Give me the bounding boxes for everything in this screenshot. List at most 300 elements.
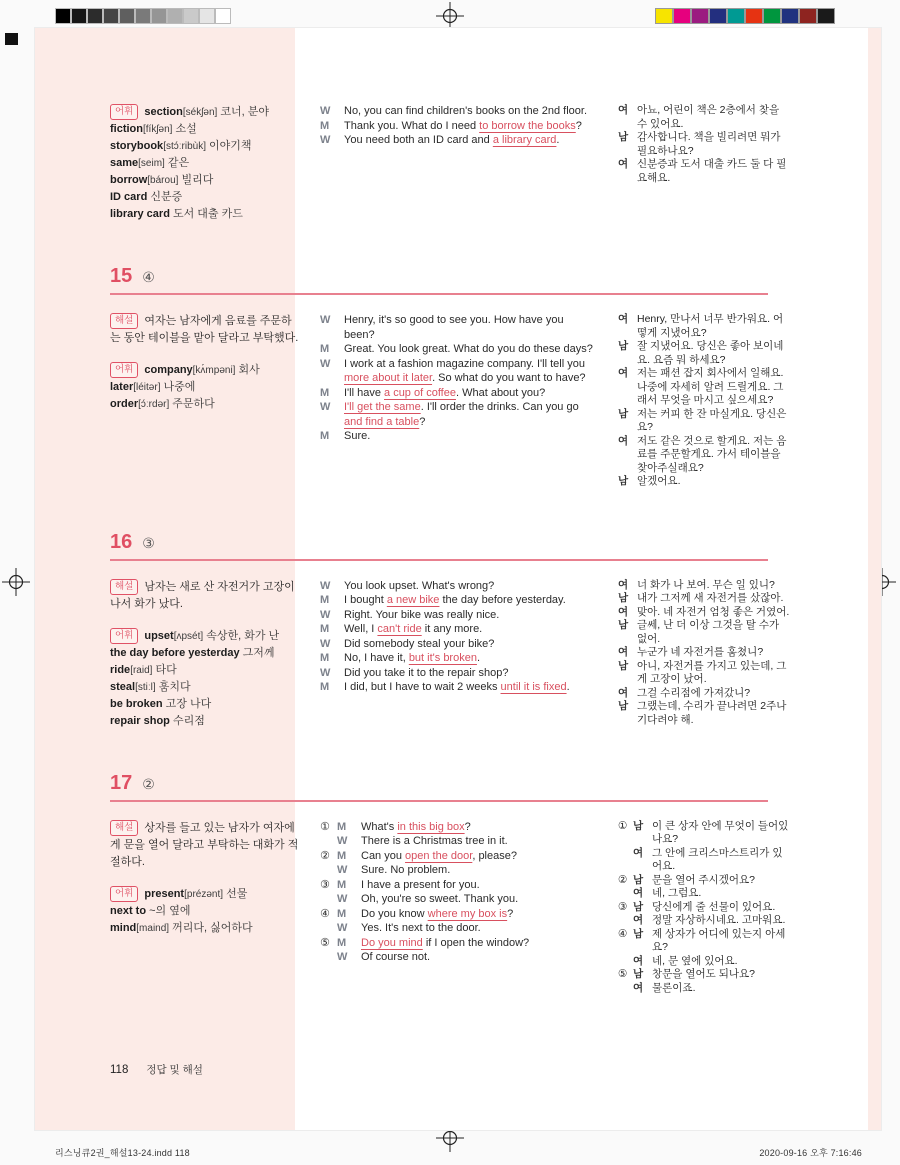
- text-segment: the day before yesterday.: [439, 594, 566, 606]
- translation-text: 이 큰 상자 안에 무엇이 들어있나요?: [652, 819, 789, 845]
- section-body: [110, 579, 815, 730]
- calibration-swatch: [199, 8, 215, 24]
- key-phrase: but it's broken: [408, 652, 477, 664]
- translation-line: [618, 579, 790, 593]
- section-rule: [110, 559, 768, 561]
- speaker-label: 남: [633, 900, 644, 913]
- speaker-label: 남: [633, 968, 644, 980]
- translation-line: [618, 914, 790, 928]
- speaker-label: 남: [633, 819, 644, 832]
- translation-text: 그랬는데, 수리가 끝나려면 2주나 기다려야 해.: [637, 700, 787, 726]
- speaker-label: 남: [618, 700, 629, 712]
- right-pink-strip: [868, 28, 881, 1130]
- text-segment: What's: [361, 820, 398, 833]
- vocab-meaning: 코너, 분야: [217, 106, 270, 118]
- text-segment: I did, but I have to wait 2 weeks: [344, 681, 501, 693]
- text-segment: ?: [575, 119, 582, 132]
- text-segment: Great. You look great. What do you do these days?: [344, 343, 593, 355]
- text-segment: . I'll order the drinks. Can you go: [420, 401, 579, 413]
- text-segment: I work at a fashion magazine company. I'll tell you: [344, 357, 585, 370]
- dialogue-line: [320, 622, 594, 637]
- text-segment: No, I have it,: [344, 652, 409, 664]
- left-column: [110, 579, 300, 730]
- option-number: [618, 955, 633, 969]
- speaker-label: W: [337, 922, 348, 934]
- calibration-swatch: [709, 8, 727, 24]
- speaker-label: W: [320, 134, 331, 146]
- vocab-entry: [110, 696, 300, 713]
- vocab-pronunciation: [maind]: [136, 922, 170, 934]
- text-segment: Yes. It's next to the door.: [361, 922, 481, 934]
- vocab-pronunciation: [kʌ́mpəni]: [192, 365, 236, 376]
- explanation: [110, 579, 300, 613]
- vocab-word: ride: [110, 663, 131, 676]
- speaker-label: 여: [618, 578, 629, 591]
- translation-line: [618, 606, 790, 620]
- explanation: [110, 820, 300, 871]
- explanation-text: 상자를 들고 있는 남자가 여자에게 문을 열어 달라고 부탁하는 대화가 적절하다.: [110, 821, 299, 868]
- key-phrase: a new bike: [386, 594, 440, 606]
- registration-mark-icon: [436, 2, 464, 30]
- text-segment: Henry, it's so good to see you. How have you been?: [344, 314, 564, 341]
- key-phrase: can't ride: [377, 623, 422, 635]
- dialogue-text: [361, 878, 594, 893]
- speaker-label: W: [337, 951, 348, 963]
- vocab-entry: [110, 104, 300, 121]
- speaker-label: M: [320, 343, 330, 355]
- dialogue-text: [361, 921, 594, 936]
- vocab-pronunciation: [prézənt]: [184, 888, 224, 900]
- dialogue-line: [320, 608, 594, 623]
- calibration-swatch: [655, 8, 673, 24]
- registration-mark-icon: [2, 568, 30, 596]
- color-calibration-bar: [655, 8, 835, 24]
- dialogue-text: [361, 820, 594, 835]
- vocab-word: borrow: [110, 174, 148, 186]
- vocab-list: [110, 886, 300, 937]
- translation-line: [618, 646, 790, 660]
- vocab-list: [110, 104, 300, 223]
- speaker-label: M: [337, 878, 347, 891]
- calibration-swatch: [55, 8, 71, 24]
- vocab-entry: [110, 920, 300, 937]
- left-column: [110, 104, 300, 223]
- calibration-swatch: [183, 8, 199, 24]
- calibration-swatch: [673, 8, 691, 24]
- translation-text: 감사합니다. 책을 빌리려면 뭐가 필요하나요?: [637, 131, 781, 157]
- calibration-swatch: [215, 8, 231, 24]
- answer-badge: ②: [142, 775, 155, 792]
- translation-line: [618, 435, 790, 476]
- speaker-label: W: [337, 893, 348, 905]
- vocab-meaning: 주문하다: [169, 398, 215, 410]
- explanation-tag: 해설: [110, 820, 138, 836]
- translation-text: 너 화가 나 보여. 무슨 일 있니?: [637, 578, 775, 591]
- speaker-label: 남: [633, 927, 644, 940]
- dialogue-column: [320, 104, 594, 223]
- speaker-label: 남: [633, 873, 644, 886]
- text-segment: Oh, you're so sweet. Thank you.: [361, 893, 519, 905]
- text-segment: Can you: [361, 849, 406, 862]
- vocab-meaning: ~의 옆에: [146, 904, 191, 917]
- vocab-word: order: [110, 398, 139, 410]
- calibration-swatch: [103, 8, 119, 24]
- vocab-pronunciation: [léitər]: [133, 382, 161, 393]
- dialogue-line: [320, 119, 594, 134]
- speaker-label: M: [320, 681, 330, 693]
- book-page: [35, 28, 881, 1130]
- translation-text: 문을 열어 주시겠어요?: [652, 873, 755, 886]
- dialogue-line: [320, 834, 594, 849]
- dialogue-text: [361, 907, 594, 922]
- key-phrase: more about it later: [344, 372, 433, 384]
- dialogue-text: [344, 313, 594, 342]
- translation-text: 아니, 자전거를 가지고 있는데, 그게 고장이 났어.: [637, 659, 787, 685]
- speaker-label: M: [337, 820, 347, 833]
- vocab-meaning: 수리점: [169, 714, 205, 727]
- section-heading: [110, 265, 815, 288]
- key-phrase: and find a table: [344, 415, 420, 428]
- text-segment: Thank you. What do I need: [344, 119, 480, 132]
- explanation-tag: 해설: [110, 579, 138, 595]
- text-segment: I have a present for you.: [361, 878, 480, 891]
- speaker-label: M: [320, 652, 330, 664]
- vocab-meaning: 꺼리다, 싫어하다: [169, 921, 253, 934]
- section: [110, 531, 815, 730]
- text-segment: You need both an ID card and: [344, 134, 493, 146]
- speaker-label: W: [320, 401, 331, 413]
- speaker-label: M: [320, 386, 330, 399]
- page-footer: [110, 1062, 203, 1077]
- speaker-label: W: [337, 864, 348, 876]
- calibration-swatch: [799, 8, 817, 24]
- section-body: [110, 104, 815, 223]
- vocab-pronunciation: [ʌpsét]: [173, 630, 204, 642]
- translation-text: 신분증과 도서 대출 카드 둘 다 필요해요.: [637, 158, 787, 184]
- section-heading: [110, 772, 815, 795]
- calibration-swatch: [763, 8, 781, 24]
- text-segment: ?: [507, 907, 514, 920]
- translation-line: [618, 619, 790, 646]
- dialogue-text: [344, 637, 594, 652]
- section-body: [110, 313, 815, 489]
- text-segment: .: [556, 134, 560, 146]
- page-footer-label: 정답 및 해설: [146, 1064, 203, 1076]
- section-body: [110, 820, 815, 996]
- option-number: [320, 892, 337, 907]
- vocab-pronunciation: [sékʃən]: [182, 107, 218, 118]
- vocab-word: library card: [110, 208, 170, 220]
- calibration-swatch: [71, 8, 87, 24]
- translation-line: [618, 968, 790, 982]
- speaker-label: 여: [618, 367, 629, 379]
- calibration-swatch: [745, 8, 763, 24]
- speaker-label: 여: [618, 605, 629, 618]
- dialogue-text: [361, 834, 594, 849]
- vocab-meaning: 고장 나다: [162, 697, 212, 710]
- answer-badge: ③: [142, 534, 155, 551]
- key-phrase: I'll get the same: [344, 401, 421, 413]
- translation-column: [618, 313, 790, 489]
- dialogue-text: [344, 680, 594, 695]
- option-number: ④: [320, 907, 330, 920]
- vocab-entry: [110, 155, 300, 172]
- dialogue-line: [320, 579, 594, 594]
- translation-text: 알겠어요.: [637, 475, 681, 487]
- dialogue-text: [361, 849, 594, 864]
- translation-line: [618, 820, 790, 847]
- print-file-name: 리스닝큐2권_해설13-24.indd 118: [55, 1148, 190, 1158]
- vocab-meaning: 선물: [223, 887, 248, 900]
- vocab-tag: 어휘: [110, 362, 138, 378]
- speaker-label: W: [320, 314, 331, 326]
- key-phrase: open the door: [405, 849, 473, 862]
- speaker-label: W: [320, 357, 331, 370]
- translation-text: 누군가 네 자전거를 훔쳤니?: [637, 646, 764, 658]
- speaker-label: 남: [618, 592, 629, 604]
- text-segment: Did somebody steal your bike?: [344, 637, 495, 650]
- speaker-label: M: [320, 119, 330, 132]
- translation-text: 맞아. 네 자전거 엄청 좋은 거였어.: [637, 605, 790, 618]
- dialogue-line: [320, 921, 594, 936]
- vocab-word: steal: [110, 680, 136, 693]
- vocab-meaning: 속상한, 화가 난: [203, 629, 280, 642]
- translation-column: [618, 820, 790, 996]
- key-phrase: a cup of coffee: [384, 386, 456, 399]
- vocab-tag: 어휘: [110, 628, 138, 644]
- translation-column: [618, 579, 790, 730]
- translation-text: 저는 커피 한 잔 마실게요. 당신은요?: [637, 407, 787, 433]
- speaker-label: 여: [633, 846, 644, 859]
- dialogue-text: [344, 651, 594, 666]
- speaker-label: M: [320, 623, 330, 635]
- dialogue-column: [320, 820, 594, 996]
- text-segment: There is a Christmas tree in it.: [361, 835, 508, 847]
- dialogue-text: [344, 579, 594, 594]
- translation-text: 아뇨, 어린이 책은 2층에서 찾을 수 있어요.: [637, 104, 780, 130]
- translation-text: 글쎄, 난 더 이상 그것을 탈 수가 없어.: [637, 619, 780, 645]
- speaker-label: 여: [633, 887, 644, 899]
- text-segment: , please?: [472, 849, 517, 862]
- page-number: 118: [110, 1064, 129, 1076]
- explanation-tag: 해설: [110, 313, 138, 329]
- speaker-label: 남: [618, 407, 629, 420]
- vocab-meaning: 소설: [172, 123, 197, 135]
- speaker-label: 남: [618, 475, 629, 487]
- vocab-pronunciation: [ɔ́ːrdər]: [138, 399, 170, 410]
- dialogue-text: [344, 357, 594, 386]
- option-number: [320, 834, 337, 849]
- speaker-label: 남: [618, 619, 629, 631]
- text-segment: You look upset. What's wrong?: [344, 579, 495, 592]
- speaker-label: 여: [618, 313, 629, 325]
- vocab-word: fiction: [110, 123, 143, 135]
- dialogue-text: [361, 892, 594, 907]
- vocab-meaning: 훔치다: [155, 680, 191, 693]
- dialogue-text: [344, 119, 594, 134]
- vocab-pronunciation: [stɔ́ːribùk]: [163, 141, 206, 152]
- section-rule: [110, 293, 768, 295]
- vocab-word: repair shop: [110, 714, 170, 727]
- dialogue-column: [320, 313, 594, 489]
- explanation: [110, 313, 300, 347]
- speaker-label: M: [320, 430, 330, 442]
- speaker-label: 여: [633, 954, 644, 967]
- translation-line: [618, 367, 790, 408]
- translation-text: 물론이죠.: [652, 981, 696, 994]
- calibration-swatch: [119, 8, 135, 24]
- option-number: ⑤: [618, 968, 628, 980]
- speaker-label: W: [320, 608, 331, 621]
- vocab-meaning: 빌리다: [178, 174, 214, 186]
- translation-text: 네, 문 옆에 있어요.: [652, 954, 738, 967]
- speaker-label: M: [337, 907, 347, 920]
- dialogue-line: [320, 892, 594, 907]
- dialogue-line: [320, 342, 594, 357]
- speaker-label: 여: [618, 104, 629, 116]
- section-number: 17: [110, 771, 133, 794]
- section-number: 16: [110, 530, 133, 553]
- text-segment: Right. Your bike was really nice.: [344, 608, 500, 621]
- translation-line: [618, 340, 790, 367]
- vocab-word: company: [144, 364, 193, 376]
- speaker-label: M: [337, 849, 347, 862]
- section: [110, 772, 815, 996]
- speaker-label: 여: [618, 158, 629, 170]
- dialogue-line: [320, 820, 594, 835]
- dialogue-line: [320, 400, 594, 429]
- vocab-word: the day before yesterday: [110, 646, 240, 659]
- vocab-entry: [110, 628, 300, 645]
- vocab-entry: [110, 645, 300, 662]
- vocab-entry: [110, 379, 300, 396]
- translation-line: [618, 131, 790, 158]
- dialogue-text: [344, 622, 594, 637]
- vocab-tag: 어휘: [110, 886, 138, 902]
- text-segment: I'll have: [344, 386, 385, 399]
- vocab-entry: [110, 396, 300, 413]
- speaker-label: W: [320, 579, 331, 592]
- option-number: ①: [320, 820, 330, 833]
- vocab-meaning: 신분증: [147, 191, 183, 203]
- dialogue-text: [344, 133, 594, 148]
- translation-line: [618, 592, 790, 606]
- section-heading: [110, 531, 815, 554]
- text-segment: it any more.: [421, 623, 483, 635]
- vocab-entry: [110, 903, 300, 920]
- speaker-label: 여: [618, 646, 629, 658]
- text-segment: Did you take it to the repair shop?: [344, 666, 509, 679]
- translation-text: 잘 지냈어요. 당신은 좋아 보이네요. 요즘 뭐 하세요?: [637, 340, 784, 366]
- vocab-entry: [110, 679, 300, 696]
- translation-text: 저도 같은 것으로 할게요. 저는 음료를 주문할게요. 가서 테이블을 찾아주실래요?: [637, 434, 787, 474]
- translation-line: [618, 901, 790, 915]
- sections: [110, 28, 815, 995]
- vocab-entry: [110, 206, 300, 223]
- dialogue-line: [320, 907, 594, 922]
- dialogue-text: [344, 608, 594, 623]
- calibration-swatch: [151, 8, 167, 24]
- option-number: ②: [320, 849, 330, 862]
- speaker-label: 여: [618, 686, 629, 699]
- dialogue-line: [320, 593, 594, 608]
- translation-text: 정말 자상하시네요. 고마워요.: [652, 914, 786, 926]
- vocab-list: [110, 628, 300, 730]
- speaker-label: 남: [618, 659, 629, 672]
- dialogue-line: [320, 104, 594, 119]
- dialogue-line: [320, 651, 594, 666]
- translation-line: [618, 982, 790, 996]
- speaker-label: 여: [633, 981, 644, 994]
- speaker-label: W: [320, 637, 331, 650]
- calibration-swatch: [817, 8, 835, 24]
- key-phrase: where my box is: [427, 907, 508, 920]
- translation-text: 창문을 열어도 되나요?: [652, 968, 755, 980]
- dialogue-text: [361, 950, 594, 965]
- dialogue-text: [344, 593, 594, 608]
- calibration-swatch: [87, 8, 103, 24]
- section-number: 15: [110, 265, 133, 287]
- dialogue-line: [320, 666, 594, 681]
- explanation-text: 여자는 남자에게 음료를 주문하는 동안 테이블을 맡아 달라고 부탁했다.: [110, 315, 299, 344]
- vocab-pronunciation: [raid]: [130, 664, 153, 676]
- vocab-meaning: 같은: [164, 157, 190, 169]
- option-number: [618, 847, 633, 874]
- vocab-entry: [110, 886, 300, 903]
- dialogue-text: [344, 342, 594, 357]
- vocab-entry: [110, 189, 300, 206]
- translation-line: [618, 955, 790, 969]
- vocab-word: later: [110, 381, 134, 393]
- translation-line: [618, 408, 790, 435]
- vocab-meaning: 그저께: [239, 646, 275, 659]
- dialogue-text: [344, 104, 594, 119]
- text-segment: I bought: [344, 594, 387, 606]
- translation-text: 그걸 수리점에 가져갔니?: [637, 686, 751, 699]
- option-number: [320, 950, 337, 965]
- vocab-word: ID card: [110, 191, 148, 203]
- vocab-word: upset: [144, 629, 174, 642]
- translation-line: [618, 700, 790, 727]
- option-number: ⑤: [320, 936, 330, 949]
- key-phrase: a library card: [492, 134, 557, 146]
- text-segment: Do you know: [361, 907, 428, 920]
- speaker-label: M: [320, 594, 330, 606]
- translation-column: [618, 104, 790, 223]
- vocab-entry: [110, 362, 300, 379]
- text-segment: Sure. No problem.: [361, 864, 451, 876]
- text-segment: if I open the window?: [422, 936, 530, 949]
- dialogue-line: [320, 878, 594, 893]
- option-number: ①: [618, 819, 628, 832]
- option-number: [618, 982, 633, 996]
- dialogue-line: [320, 863, 594, 878]
- translation-text: 제 상자가 어디에 있는지 아세요?: [652, 927, 786, 953]
- print-timestamp: 2020-09-16 오후 7:16:46: [759, 1148, 862, 1158]
- vocab-word: section: [144, 106, 183, 118]
- option-number: [320, 921, 337, 936]
- section-rule: [110, 800, 768, 802]
- text-segment: Well, I: [344, 623, 378, 635]
- translation-line: [618, 847, 790, 874]
- vocab-word: mind: [110, 921, 137, 934]
- vocab-entry: [110, 172, 300, 189]
- dialogue-line: [320, 386, 594, 401]
- key-phrase: until it is fixed: [500, 681, 567, 693]
- translation-line: [618, 158, 790, 185]
- translation-text: 네, 그럼요.: [652, 887, 702, 899]
- vocab-word: be broken: [110, 697, 163, 710]
